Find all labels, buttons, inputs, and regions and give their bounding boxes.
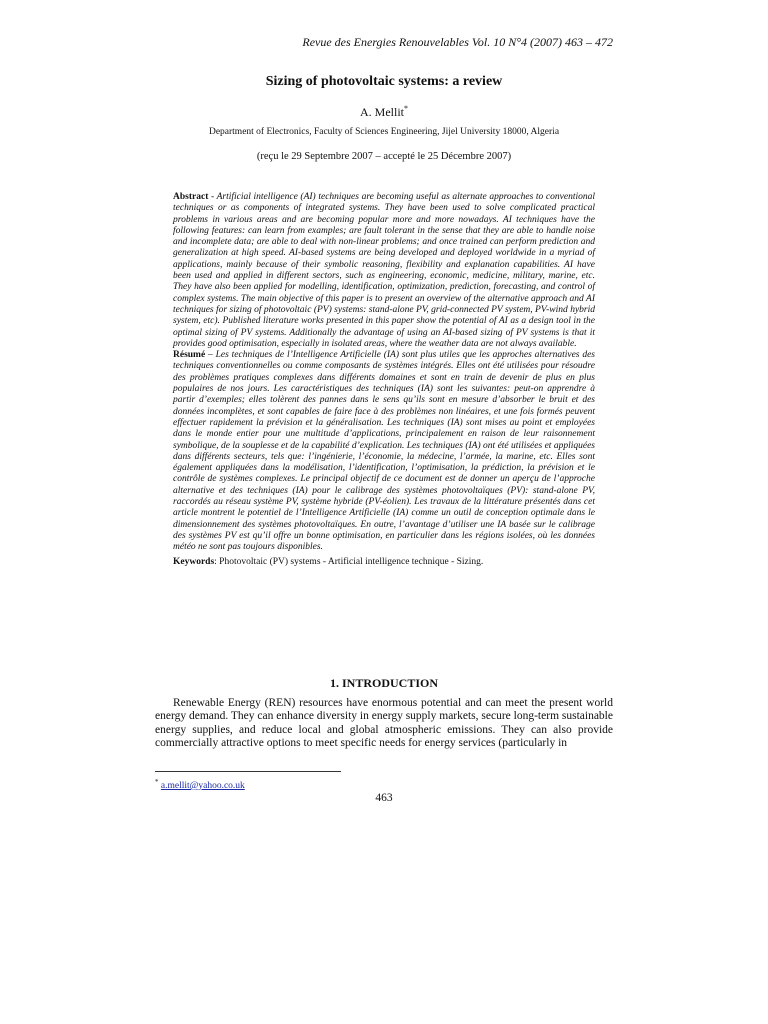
page-number: 463 bbox=[375, 792, 393, 804]
footnote-divider bbox=[155, 771, 341, 772]
abstract-label: Abstract bbox=[173, 192, 209, 202]
abstract-text: - Artificial intelligence (AI) techniques are becoming useful as alternate approaches to conventional techniques or as components of integrated systems. They have been used to solve complicated practical problems in various areas and are becoming popular more and more nowadays. AI techniques have the following features: can learn from examples; are fault tolerant in the sense that they are able to handle noise and incomplete data; are able to deal with non-linear problems; and once trained can perform prediction and generalization at high speed. AI-based systems are being developed and deployed worldwide in a myriad of applications, mainly because of their symbolic reasoning, flexibility and explanation capabilities. AI have been used and applied in different sectors, such as engineering, economic, medicine, military, marine, etc. They have also been applied for modelling, identification, optimization, prediction, forecasting, and control of complex systems. The main objective of this paper is to present an overview of the alternative approach and AI techniques for sizing of photovoltaic (PV) systems: stand-alone PV, grid-connected PV system, PV-wind hybrid system, etc). Published literature works presented in this paper show the potential of AI as a design tool in the optimal sizing of PV systems. Additionally the advantage of using an AI-based sizing of PV systems is that it provides good optimisation, especially in isolated areas, where the weather data are not always available. bbox=[173, 192, 595, 349]
footnote-mark: * bbox=[155, 778, 159, 786]
resume-text: – Les techniques de l’Intelligence Artificielle (IA) sont plus utiles que les approches alternatives des techniques conventionnelles ou comme composants de systèmes intégrés. Elles ont été utilisées pour résoudre des problèmes pratiques complexes dans différents domaines et sont en train de devenir de plus en plus populaires de nos jours. Les caractéristiques des techniques (IA) sont les suivantes: peut-on apprendre à partir d’exemples; elles tolèrent des pannes dans le sens qu’ils sont en mesure d’absorber le bruit et des données incomplètes, et sont capables de faire face à des problèmes non linéaires, et une fois formés peuvent effectuer rapidement la prévision et la généralisation. Les techniques (IA) sont mises au point et employées dans le monde entier pour une multitude d’applications, principalement en raison de leur raisonnement symbolique, de la souplesse et de la capabilité d’explication. Les techniques (IA) ont été utilisées et appliquées dans différents secteurs, tels que: l’ingénierie, l’économie, la médecine, l’armée, la marine, etc. Elles sont également appliquées dans la modélisation, l’identification, l’optimisation, la prédiction, la prévision et le contrôle de systèmes complexes. Le principal objectif de ce document est de donner un aperçu de l’approche alternative et des techniques (IA) pour le calibrage des systèmes photovoltaïques (PV): stand-alone PV, raccordés au réseau système PV, système hybride (PV-éolien). Les travaux de la littérature présentés dans cet article montrent le potentiel de l’Intelligence Artificielle (IA) comme un outil de conception optimale dans le dimensionnement des systèmes photovoltaïques. En outre, l’avantage d’utiliser une IA basée sur le calibrage des systèmes PV est qu’il offre un bonne optimisation, en particulier dans les régions isolées, où les données météo ne sont pas toujours disponibles. bbox=[173, 350, 595, 553]
resume-paragraph bbox=[173, 350, 595, 553]
footnote bbox=[155, 778, 245, 791]
journal-header: Revue des Energies Renouvelables Vol. 10 N°4 (2007) 463 – 472 bbox=[302, 35, 613, 49]
introduction-paragraph: Renewable Energy (REN) resources have enormous potential and can meet the present world energy demand. They can enhance diversity in energy supply markets, secure long-term sustainable energy supplies, and reduce local and global atmospheric emissions. They can also provide commercially attractive options to meet specific needs for energy services (particularly in bbox=[155, 697, 613, 750]
keywords-text: : Photovoltaic (PV) systems - Artificial intelligence technique - Sizing. bbox=[214, 556, 484, 567]
abstract-block bbox=[173, 192, 595, 568]
keywords-paragraph bbox=[173, 557, 595, 568]
author-name: A. Mellit bbox=[360, 105, 404, 119]
author-footnote-mark: * bbox=[404, 104, 408, 113]
received-accepted-dates: (reçu le 29 Septembre 2007 – accepté le 25 Décembre 2007) bbox=[256, 151, 512, 162]
resume-label: Résumé bbox=[173, 350, 206, 361]
affiliation: Department of Electronics, Faculty of Sciences Engineering, Jijel University 18000, Algeria bbox=[208, 127, 560, 137]
author-line bbox=[0, 104, 768, 120]
section-heading: 1. INTRODUCTION bbox=[329, 676, 438, 690]
author-email-link[interactable]: a.mellit@yahoo.co.uk bbox=[160, 781, 245, 792]
paper-title: Sizing of photovoltaic systems: a review bbox=[265, 74, 503, 89]
keywords-label: Keywords bbox=[173, 556, 215, 567]
abstract-paragraph bbox=[173, 192, 595, 350]
